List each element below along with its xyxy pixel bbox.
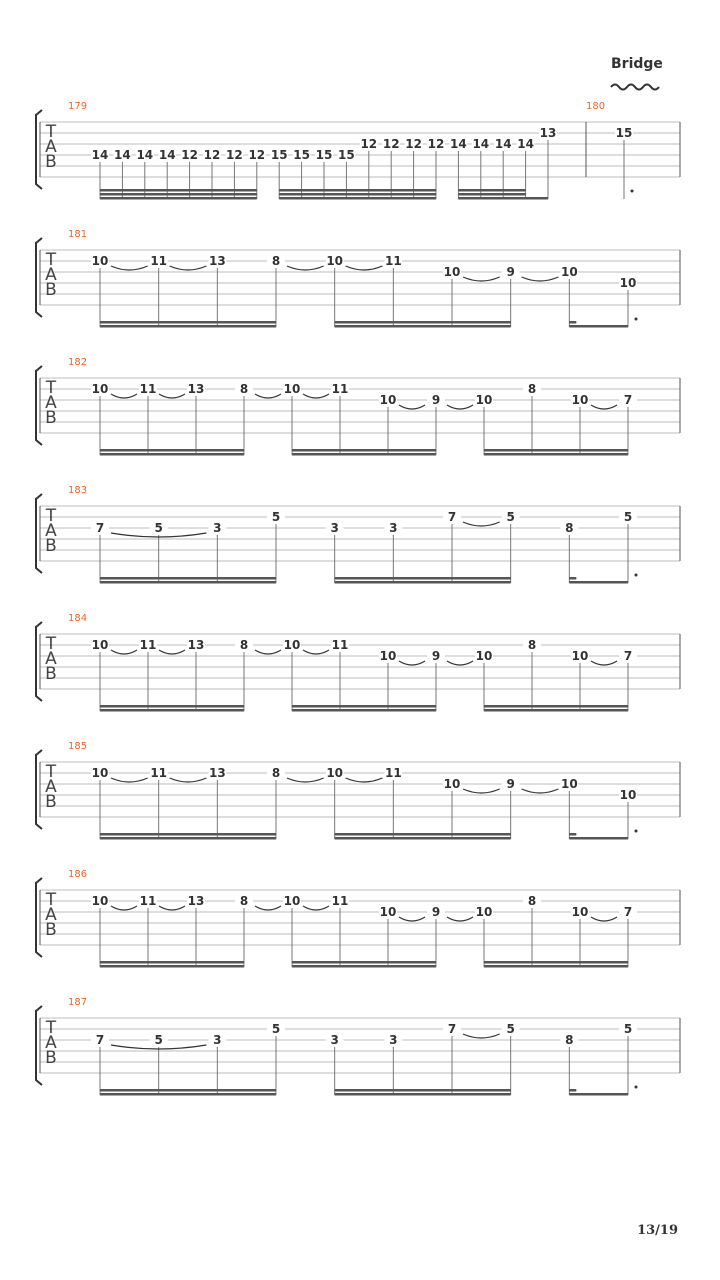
beam — [458, 193, 525, 196]
beam — [484, 709, 628, 712]
tab-clef-letter: T — [45, 250, 57, 270]
beam — [100, 321, 276, 324]
tab-clef-letter: T — [45, 762, 57, 782]
beam — [335, 577, 511, 580]
fret-number: 12 — [405, 137, 422, 151]
tie-arc — [111, 650, 137, 654]
tab-clef-letter: B — [45, 1048, 57, 1068]
fret-number: 14 — [114, 148, 131, 162]
measure — [68, 357, 637, 456]
fret-number: 8 — [527, 894, 537, 908]
fret-number: 5 — [506, 1022, 515, 1036]
beam — [100, 709, 244, 712]
tab-clef-letter: T — [45, 1018, 57, 1038]
measure — [586, 101, 634, 199]
beam — [335, 837, 511, 840]
fret-number: 15 — [315, 148, 333, 162]
fret-number: 10 — [326, 766, 344, 780]
fret-number: 10 — [91, 382, 109, 396]
tab-clef-letter: B — [45, 280, 57, 300]
fret-number: 10 — [379, 393, 397, 407]
page-number: 13/19 — [637, 1223, 678, 1238]
fret-number: 11 — [331, 382, 349, 396]
measure-number: 185 — [68, 741, 88, 752]
tie-arc — [463, 1034, 500, 1038]
tie-arc — [447, 917, 473, 921]
beam — [484, 449, 628, 452]
fret-number: 10 — [283, 638, 301, 652]
beam — [335, 321, 511, 324]
fret-number: 11 — [384, 766, 402, 780]
fret-number: 10 — [283, 894, 301, 908]
fret-number: 10 — [619, 276, 637, 290]
tab-system — [36, 869, 680, 968]
fret-number: 15 — [338, 148, 355, 162]
fret-number: 5 — [154, 1033, 163, 1047]
measure-number: 182 — [68, 357, 88, 368]
tab-clef-letter: B — [45, 920, 57, 940]
fret-number: 10 — [91, 766, 109, 780]
fret-number: 14 — [136, 148, 154, 162]
fret-number: 9 — [506, 265, 515, 279]
fret-number: 11 — [150, 766, 168, 780]
fret-number: 9 — [431, 393, 441, 407]
beam-stub — [569, 577, 576, 580]
fret-number: 7 — [447, 510, 457, 524]
fret-number: 9 — [506, 777, 515, 791]
fret-number: 7 — [95, 521, 105, 535]
beam — [484, 705, 628, 708]
measure — [68, 869, 637, 968]
fret-number: 7 — [447, 1022, 457, 1036]
tab-clef-letter: B — [45, 792, 57, 812]
fret-number: 11 — [331, 894, 349, 908]
tie-arc — [447, 661, 473, 665]
fret-number: 12 — [181, 148, 198, 162]
fret-number: 8 — [527, 382, 537, 396]
tab-clef-letter: T — [45, 634, 57, 654]
fret-number: 10 — [443, 265, 461, 279]
fret-number: 3 — [389, 521, 398, 535]
measure — [68, 229, 638, 328]
beam — [292, 705, 436, 708]
measure — [68, 485, 638, 584]
fret-number: 14 — [494, 137, 512, 151]
beam — [100, 965, 244, 968]
tie-arc — [399, 917, 425, 921]
tie-arc — [170, 778, 207, 782]
tab-system — [36, 741, 680, 840]
fret-number: 10 — [443, 777, 461, 791]
fret-number: 11 — [139, 382, 157, 396]
fret-number: 7 — [95, 1033, 105, 1047]
fret-number: 10 — [326, 254, 344, 268]
tie-arc — [159, 394, 185, 398]
beam-stub — [569, 1089, 576, 1092]
beam — [569, 581, 628, 584]
tie-arc — [159, 650, 185, 654]
tie-arc — [159, 906, 185, 910]
beam — [484, 965, 628, 968]
tie-arc — [463, 522, 500, 526]
beam — [279, 189, 436, 192]
beam — [335, 325, 511, 328]
tab-clef-letter: T — [45, 378, 57, 398]
beam — [458, 189, 525, 192]
beam — [292, 961, 436, 964]
fret-number: 10 — [379, 649, 397, 663]
beam-stub — [569, 833, 576, 836]
fret-number: 12 — [203, 148, 221, 162]
fret-number: 14 — [158, 148, 176, 162]
fret-number: 5 — [271, 510, 281, 524]
dot-mark — [635, 574, 638, 577]
measure-number: 187 — [68, 997, 88, 1008]
beam — [100, 1093, 276, 1096]
beam — [100, 837, 276, 840]
tab-system — [36, 485, 680, 584]
dot-mark — [635, 830, 638, 833]
fret-number: 13 — [539, 126, 557, 140]
tab-clef-letter: T — [45, 122, 57, 142]
fret-number: 10 — [560, 777, 578, 791]
beam — [100, 1089, 276, 1092]
section-marker-label: Bridge — [611, 56, 663, 72]
beam — [292, 449, 436, 452]
tie-arc — [463, 789, 500, 793]
tab-clef-letter: B — [45, 664, 57, 684]
fret-number: 8 — [271, 254, 281, 268]
fret-number: 13 — [208, 766, 226, 780]
tab-system — [36, 229, 680, 328]
fret-number: 10 — [283, 382, 301, 396]
tie-arc — [447, 405, 473, 409]
tab-clef-letter: T — [45, 506, 57, 526]
tab-clef-letter: B — [45, 536, 57, 556]
fret-number: 10 — [475, 905, 493, 919]
fret-number: 12 — [382, 137, 400, 151]
beam — [335, 1093, 511, 1096]
fret-number: 10 — [571, 905, 589, 919]
fret-number: 10 — [91, 894, 109, 908]
tab-clef-letter: A — [45, 777, 57, 797]
fret-number: 7 — [623, 905, 633, 919]
fret-number: 11 — [384, 254, 402, 268]
beam — [100, 197, 257, 200]
dot-mark — [631, 190, 634, 193]
tie-arc — [111, 778, 148, 782]
fret-number: 13 — [187, 638, 205, 652]
fret-number: 5 — [623, 1022, 633, 1036]
tie-arc — [170, 266, 207, 270]
fret-number: 11 — [139, 638, 157, 652]
beam — [279, 197, 436, 200]
beam — [335, 833, 511, 836]
beam — [484, 453, 628, 456]
measure — [68, 613, 637, 712]
beam — [292, 965, 436, 968]
fret-number: 5 — [271, 1022, 281, 1036]
fret-number: 12 — [360, 137, 378, 151]
tab-clef-letter: A — [45, 905, 57, 925]
fret-number: 10 — [475, 393, 493, 407]
beam — [458, 197, 548, 200]
fret-number: 15 — [615, 126, 633, 140]
tie-arc — [303, 906, 329, 910]
beam — [100, 189, 257, 192]
measure — [68, 741, 638, 840]
fret-number: 3 — [213, 521, 222, 535]
fret-number: 9 — [431, 905, 441, 919]
fret-number: 3 — [213, 1033, 222, 1047]
tab-clef-letter: A — [45, 265, 57, 285]
beam — [292, 709, 436, 712]
tie-arc — [303, 650, 329, 654]
fret-number: 8 — [239, 638, 249, 652]
beam — [292, 453, 436, 456]
fret-number: 10 — [619, 788, 637, 802]
vibrato-squiggle-icon — [611, 85, 659, 90]
fret-number: 11 — [331, 638, 349, 652]
tie-arc — [591, 405, 617, 409]
tab-system — [36, 997, 680, 1096]
fret-number: 9 — [431, 649, 441, 663]
fret-number: 12 — [248, 148, 266, 162]
tie-arc — [591, 917, 617, 921]
fret-number: 10 — [379, 905, 397, 919]
tie-arc — [346, 778, 383, 782]
fret-number: 14 — [450, 137, 467, 151]
measure-number: 180 — [586, 101, 606, 112]
fret-number: 15 — [270, 148, 288, 162]
fret-number: 8 — [565, 521, 574, 535]
beam — [569, 837, 628, 840]
fret-number: 13 — [187, 894, 205, 908]
tie-arc — [287, 266, 324, 270]
fret-number: 14 — [472, 137, 490, 151]
beam — [335, 581, 511, 584]
fret-number: 12 — [427, 137, 445, 151]
tie-arc — [287, 778, 324, 782]
beam — [335, 1089, 511, 1092]
fret-number: 13 — [187, 382, 205, 396]
fret-number: 10 — [571, 649, 589, 663]
tie-arc — [255, 906, 281, 910]
measure-number: 184 — [68, 613, 88, 624]
beam — [100, 193, 257, 196]
beam — [100, 961, 244, 964]
measure — [68, 997, 638, 1096]
tab-clef-letter: A — [45, 1033, 57, 1053]
beam — [484, 961, 628, 964]
fret-number: 14 — [517, 137, 534, 151]
fret-number: 10 — [475, 649, 493, 663]
fret-number: 8 — [565, 1033, 574, 1047]
measure-number: 181 — [68, 229, 88, 240]
fret-number: 10 — [91, 638, 109, 652]
beam-stub — [569, 321, 576, 324]
beam — [569, 325, 628, 328]
tie-arc — [399, 405, 425, 409]
beam — [279, 193, 436, 196]
fret-number: 11 — [139, 894, 157, 908]
fret-number: 5 — [154, 521, 163, 535]
beam — [100, 449, 244, 452]
fret-number: 13 — [208, 254, 226, 268]
fret-number: 7 — [623, 393, 633, 407]
fret-number: 8 — [271, 766, 281, 780]
fret-number: 8 — [527, 638, 537, 652]
fret-number: 12 — [226, 148, 243, 162]
tie-arc — [111, 394, 137, 398]
tie-arc — [591, 661, 617, 665]
tab-clef-letter: A — [45, 649, 57, 669]
fret-number: 10 — [560, 265, 578, 279]
beam — [100, 577, 276, 580]
section-marker — [611, 56, 663, 90]
tie-arc — [522, 277, 559, 281]
fret-number: 14 — [91, 148, 109, 162]
tie-arc — [303, 394, 329, 398]
fret-number: 15 — [293, 148, 310, 162]
tab-clef-letter: T — [45, 890, 57, 910]
measure — [68, 101, 557, 200]
tie-arc — [111, 906, 137, 910]
beam — [100, 705, 244, 708]
beam — [100, 453, 244, 456]
tie-arc — [111, 266, 148, 270]
fret-number: 7 — [623, 649, 633, 663]
fret-number: 3 — [389, 1033, 398, 1047]
tab-clef-letter: A — [45, 393, 57, 413]
fret-number: 3 — [330, 1033, 339, 1047]
fret-number: 3 — [330, 521, 339, 535]
tab-system — [36, 101, 680, 200]
beam — [100, 325, 276, 328]
fret-number: 5 — [623, 510, 633, 524]
dot-mark — [635, 1086, 638, 1089]
measure-number: 183 — [68, 485, 88, 496]
fret-number: 8 — [239, 382, 249, 396]
systems — [36, 101, 680, 1096]
fret-number: 11 — [150, 254, 168, 268]
tie-arc — [346, 266, 383, 270]
tab-clef-letter: B — [45, 152, 57, 172]
tie-arc — [522, 789, 559, 793]
dot-mark — [635, 318, 638, 321]
tab-system — [36, 613, 680, 712]
tab-clef-letter: A — [45, 521, 57, 541]
tab-system — [36, 357, 680, 456]
tie-arc — [399, 661, 425, 665]
tab-clef-letter: A — [45, 137, 57, 157]
fret-number: 8 — [239, 894, 249, 908]
tie-arc — [255, 650, 281, 654]
beam — [569, 1093, 628, 1096]
fret-number: 10 — [571, 393, 589, 407]
tie-arc — [255, 394, 281, 398]
measure-number: 179 — [68, 101, 88, 112]
tie-arc — [463, 277, 500, 281]
fret-number: 10 — [91, 254, 109, 268]
tab-clef-letter: B — [45, 408, 57, 428]
fret-number: 5 — [506, 510, 515, 524]
beam — [100, 581, 276, 584]
measure-number: 186 — [68, 869, 88, 880]
beam — [100, 833, 276, 836]
